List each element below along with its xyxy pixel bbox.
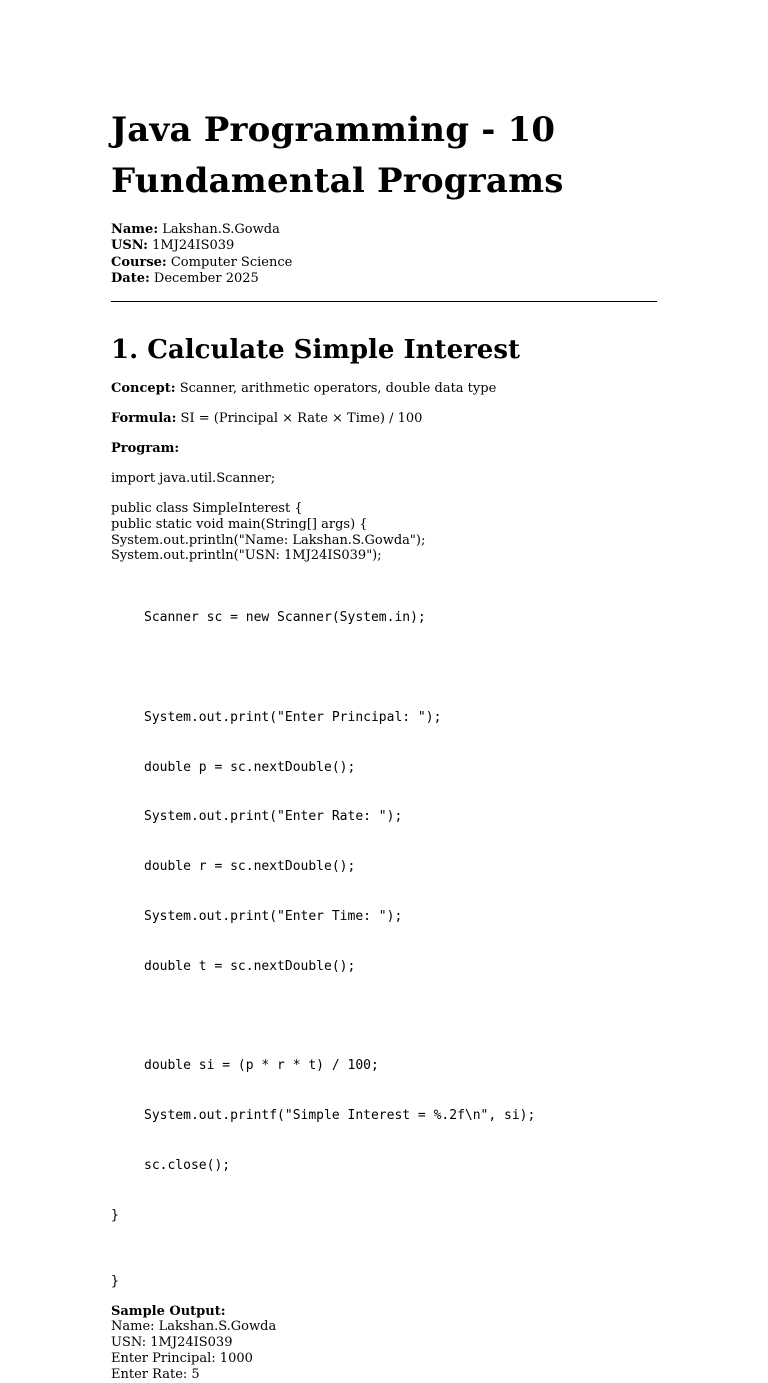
code-line: double r = sc.nextDouble(); xyxy=(144,859,356,875)
formula-line xyxy=(111,411,657,427)
output-line: Name: Lakshan.S.Gowda xyxy=(111,1319,277,1335)
code-line: System.out.printf("Simple Interest = %.2f\n", si); xyxy=(144,1108,536,1124)
output-line: USN: 1MJ24IS039 xyxy=(111,1335,233,1351)
code-blank-line xyxy=(111,660,657,677)
document-page xyxy=(111,105,657,1383)
code-line: double p = sc.nextDouble(); xyxy=(144,759,356,775)
meta-date-label: Date: xyxy=(111,270,150,286)
code-header-line: System.out.println("USN: 1MJ24IS039"); xyxy=(111,548,382,564)
meta-date-value: December 2025 xyxy=(153,270,259,286)
sample-output-label xyxy=(111,1304,657,1320)
meta-course-row xyxy=(111,255,657,271)
code-outer-close-brace: } xyxy=(111,1273,119,1289)
meta-course-label: Course: xyxy=(111,254,167,270)
concept-value: Scanner, arithmetic operators, double data type xyxy=(179,381,497,397)
code-header xyxy=(111,471,657,564)
concept-line xyxy=(111,381,657,397)
code-line: double t = sc.nextDouble(); xyxy=(144,958,356,974)
meta-usn-label: USN: xyxy=(111,238,148,254)
meta-usn-row xyxy=(111,238,657,254)
code-line: System.out.print("Enter Rate: "); xyxy=(144,809,403,825)
code-line: double si = (p * r * t) / 100; xyxy=(144,1058,379,1074)
output-line: Enter Principal: 1000 xyxy=(111,1350,253,1366)
sample-output xyxy=(111,1304,657,1383)
code-block xyxy=(111,577,657,1257)
meta-course-value: Computer Science xyxy=(170,254,293,270)
code-inner-close-brace: } xyxy=(111,1207,119,1223)
code-header-line: System.out.println("Name: Lakshan.S.Gowda"); xyxy=(111,532,426,548)
meta-name-label: Name: xyxy=(111,222,159,237)
document-title-line-2: Fundamental Programs xyxy=(111,161,564,201)
code-line: Scanner sc = new Scanner(System.in); xyxy=(144,610,426,626)
horizontal-divider xyxy=(111,301,657,302)
output-line: Enter Rate: 5 xyxy=(111,1366,200,1382)
meta-date-row xyxy=(111,271,657,287)
meta-usn-value: 1MJ24IS039 xyxy=(152,238,235,254)
document-title xyxy=(111,105,657,207)
sample-output-label-text: Sample Output: xyxy=(111,1303,226,1319)
formula-label: Formula: xyxy=(111,411,177,427)
meta-name-value: Lakshan.S.Gowda xyxy=(162,222,280,237)
document-title-line-1: Java Programming - 10 xyxy=(111,110,556,150)
code-line: System.out.print("Enter Principal: "); xyxy=(144,709,442,725)
code-line: System.out.print("Enter Time: "); xyxy=(144,909,403,925)
code-spacer xyxy=(111,487,657,501)
import-line: import java.util.Scanner; xyxy=(111,471,276,487)
author-info xyxy=(111,222,657,287)
code-header-line: public class SimpleInterest { xyxy=(111,500,303,516)
concept-label: Concept: xyxy=(111,381,176,397)
code-header-line: public static void main(String[] args) { xyxy=(111,516,368,532)
program-label: Program: xyxy=(111,441,180,457)
code-blank-line xyxy=(111,1009,657,1026)
meta-name-row xyxy=(111,222,657,238)
formula-value: SI = (Principal × Rate × Time) / 100 xyxy=(180,411,423,427)
program-label-line xyxy=(111,441,657,457)
section-heading: 1. Calculate Simple Interest xyxy=(111,335,520,366)
code-line: sc.close(); xyxy=(144,1157,231,1173)
